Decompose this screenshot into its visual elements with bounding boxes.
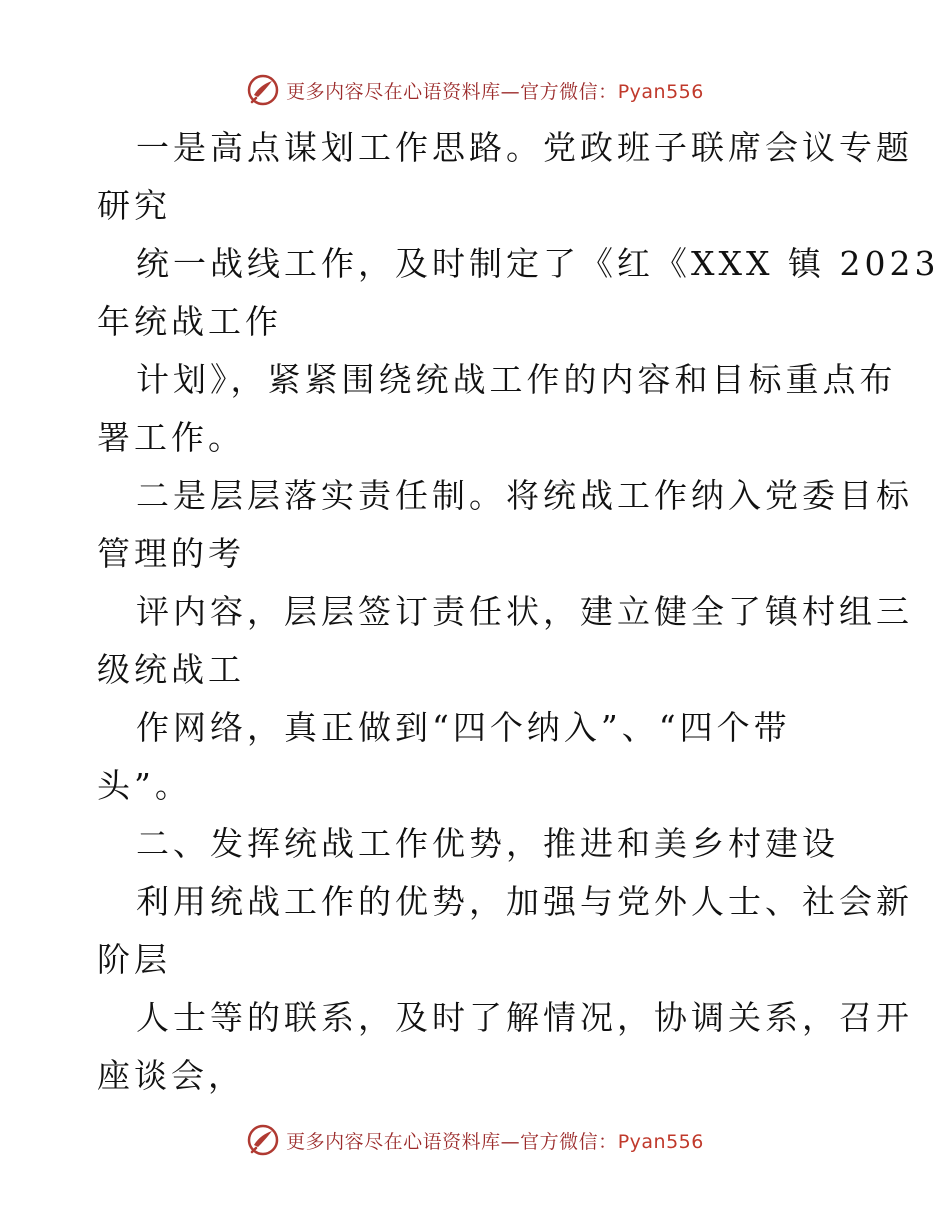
text-line: 座谈会，: [97, 1056, 245, 1095]
section-heading: 二、发挥统战工作优势，推进和美乡村建设: [136, 824, 839, 863]
banner-label: 官方微信：: [520, 80, 618, 103]
banner-contact: Pyan556: [617, 80, 704, 103]
banner-main-text: 更多内容尽在心语资料库: [286, 80, 501, 103]
text-line: 二是层层落实责任制。将统战工作纳入党委目标: [136, 476, 913, 515]
header-banner: [0, 70, 950, 110]
text-line: 作网络，真正做到“四个纳入”、“四个带: [136, 708, 791, 747]
text-line: 一是高点谋划工作思路。党政班子联席会议专题: [136, 128, 913, 167]
banner-contact: Pyan556: [617, 1130, 704, 1153]
text-line: 署工作。: [97, 418, 245, 457]
text-line: 评内容，层层签订责任状，建立健全了镇村组三: [136, 592, 913, 631]
text-line: 头”。: [97, 766, 192, 805]
banner-text: [286, 77, 704, 104]
banner-separator: —: [500, 1130, 521, 1153]
text-line: 阶层: [97, 940, 171, 979]
banner-main-text: 更多内容尽在心语资料库: [286, 1130, 501, 1153]
banner-text: [286, 1127, 704, 1154]
banner-label: 官方微信：: [520, 1130, 618, 1153]
text-line: 人士等的联系，及时了解情况，协调关系，召开: [136, 998, 913, 1037]
pen-logo-icon: [246, 1123, 280, 1157]
text-line: 计划》，紧紧围绕统战工作的内容和目标重点布: [136, 360, 897, 399]
pen-logo-icon: [246, 73, 280, 107]
text-line: 利用统战工作的优势，加强与党外人士、社会新: [136, 882, 913, 921]
footer-banner: [0, 1120, 950, 1160]
text-line: 管理的考: [97, 534, 245, 573]
text-line: 级统战工: [97, 650, 245, 689]
text-line: 研究: [97, 186, 171, 225]
text-line: 统一战线工作，及时制定了《红《XXX 镇 2023: [136, 244, 940, 283]
banner-separator: —: [500, 80, 521, 103]
text-line: 年统战工作: [97, 302, 282, 341]
